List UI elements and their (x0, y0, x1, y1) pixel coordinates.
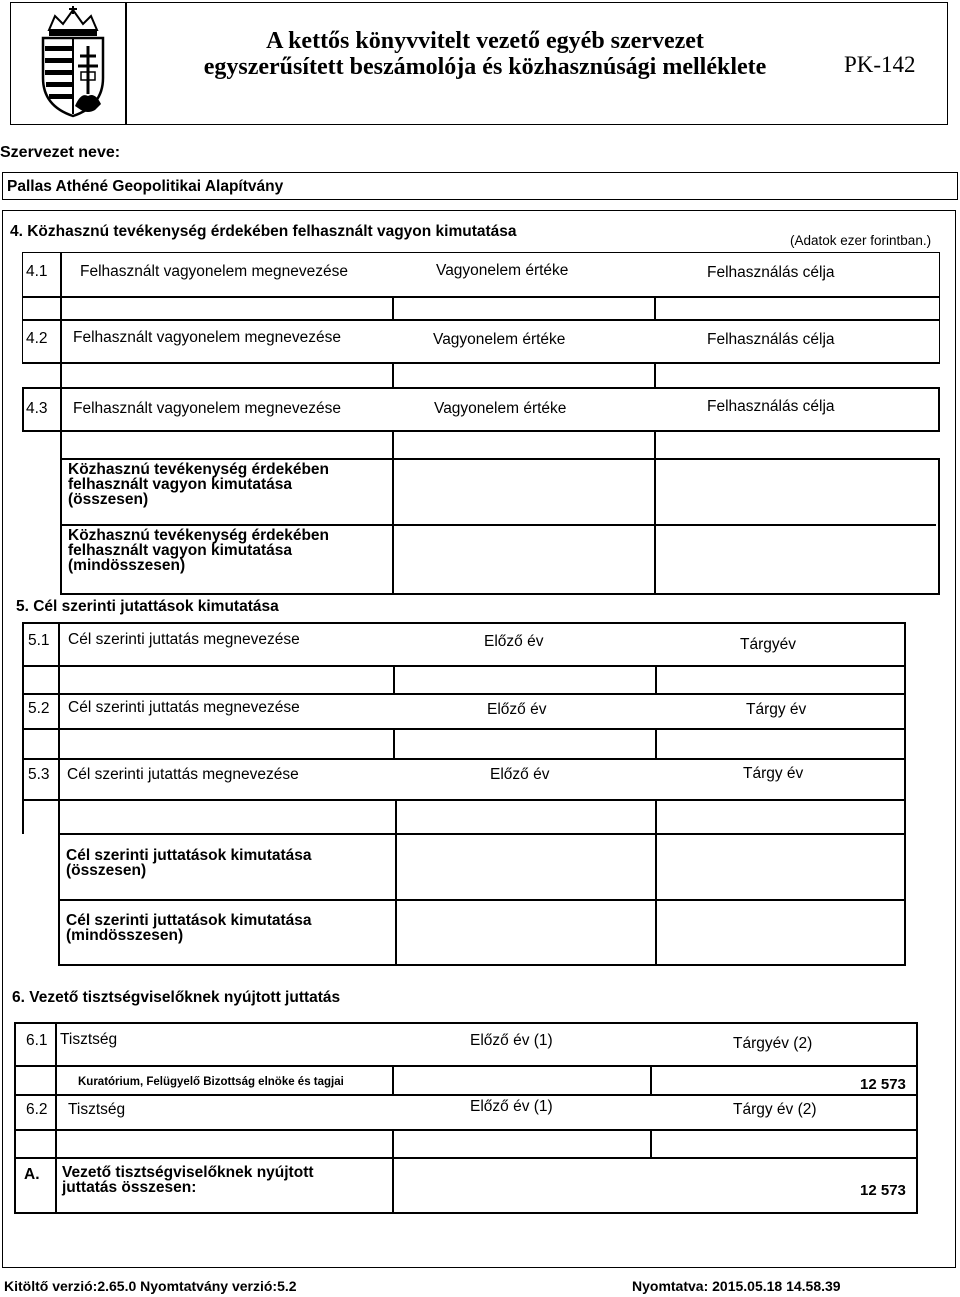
block-4-1-col1: Felhasznált vagyonelem megnevezése (80, 263, 348, 280)
hungarian-coat-of-arms-icon (35, 6, 111, 118)
block-4-1-col3: Felhasználás célja (707, 264, 835, 281)
block-6-2-col2: Előző év (1) (470, 1098, 553, 1115)
block-5-1-col2: Előző év (484, 633, 544, 650)
block-5-1-num: 5.1 (28, 632, 50, 649)
block-4-3-col3: Felhasználás célja (707, 398, 835, 415)
footer-print-date: Nyomtatva: 2015.05.18 14.58.39 (632, 1278, 841, 1294)
section6-total-line2: juttatás összesen: (62, 1179, 197, 1196)
section5-grandtotal-label (66, 913, 312, 943)
header-divider (125, 2, 127, 125)
section4-grandtotal-label (68, 528, 329, 573)
footer-version: Kitöltő verzió:2.65.0 Nyomtatvány verzió:5.2 (4, 1278, 297, 1294)
block-5-2-num: 5.2 (28, 700, 50, 717)
block-4-3-num: 4.3 (26, 400, 48, 417)
section6-total-value: 12 573 (860, 1182, 906, 1199)
block-6-2-col3: Tárgy év (2) (733, 1101, 817, 1118)
block-5-1-col3: Tárgyév (740, 636, 796, 653)
block-5-3-col1: Cél szerinti jutattás megnevezése (67, 766, 299, 783)
block-6-2-input-row[interactable] (55, 1130, 916, 1158)
form-title (140, 28, 830, 80)
section4-total-line1: Közhasznú tevékenység érdekében (68, 461, 330, 478)
section4-title: 4. Közhasznú tevékenység érdekében felhasznált vagyon kimutatása (10, 223, 517, 240)
org-label: Szervezet neve: (0, 144, 121, 161)
block-6-2-col1: Tisztség (68, 1101, 126, 1118)
block-6-1-col2: Előző év (1) (470, 1032, 553, 1049)
block-4-1-col2: Vagyonelem értéke (436, 262, 569, 279)
block-4-1-num: 4.1 (26, 263, 48, 280)
section4-grandtotal-line2: felhasznált vagyon kimutatása (68, 542, 292, 559)
block-6-1-row-value: 12 573 (860, 1076, 906, 1093)
section4-grandtotal-line3: (mindösszesen) (68, 557, 186, 574)
block-4-2-col1: Felhasznált vagyonelem megnevezése (73, 329, 341, 346)
block-4-2-num: 4.2 (26, 330, 48, 347)
org-name-field[interactable] (2, 172, 958, 200)
block-5-2-col1: Cél szerinti juttatás megnevezése (68, 699, 300, 716)
block-5-2-col2: Előző év (487, 701, 547, 718)
block-5-3-col2: Előző év (490, 766, 550, 783)
section6-total-letter: A. (24, 1166, 40, 1183)
unit-note: (Adatok ezer forintban.) (790, 233, 932, 248)
section6-total-label (62, 1165, 314, 1195)
form-title-line1: A kettős könyvvitelt vezető egyéb szervezet (266, 28, 704, 54)
section6-title: 6. Vezető tisztségviselőknek nyújtott juttatás (12, 989, 341, 1006)
section5-grandtotal-line1: Cél szerinti juttatások kimutatása (66, 912, 312, 929)
block-6-1-num: 6.1 (26, 1032, 48, 1049)
block-4-2-col2: Vagyonelem értéke (433, 331, 566, 348)
section5-grandtotal-line2: (mindösszesen) (66, 927, 184, 944)
block-4-2-col3: Felhasználás célja (707, 331, 835, 348)
block-6-1-col3: Tárgyév (2) (733, 1035, 813, 1052)
block-6-1-col1: Tisztség (60, 1031, 118, 1048)
block-4-3-col1: Felhasznált vagyonelem megnevezése (73, 400, 341, 417)
section5-total-line2: (összesen) (66, 862, 147, 879)
section4-total-label (68, 462, 329, 507)
block-6-2-num: 6.2 (26, 1101, 48, 1118)
block-4-1-input-row[interactable] (60, 297, 940, 319)
org-name: Pallas Athéné Geopolitikai Alapítvány (7, 178, 284, 195)
section4-grandtotal-line1: Közhasznú tevékenység érdekében (68, 527, 330, 544)
block-4-2-input-row[interactable] (60, 363, 940, 387)
section4-total-line2: felhasznált vagyon kimutatása (68, 476, 292, 493)
block-5-3-input-row[interactable] (22, 800, 906, 834)
block-5-3-num: 5.3 (28, 766, 50, 783)
block-4-3-input-row[interactable] (60, 431, 940, 459)
block-5-1-col1: Cél szerinti juttatás megnevezése (68, 631, 300, 648)
block-5-1-input-row[interactable] (58, 666, 904, 694)
block-6-1-row-label: Kuratórium, Felügyelő Bizottság elnöke és tagjai (78, 1076, 344, 1088)
block-4-3-col2: Vagyonelem értéke (434, 400, 567, 417)
section4-total-line3: (összesen) (68, 491, 149, 508)
block-5-2-col3: Tárgy év (746, 701, 807, 718)
section6-total-line1: Vezető tisztségviselőknek nyújtott (62, 1164, 314, 1181)
section5-total-label (66, 848, 312, 878)
block-5-3-col3: Tárgy év (743, 765, 804, 782)
form-code: PK-142 (844, 52, 916, 77)
section5-title: 5. Cél szerinti jutattások kimutatása (16, 598, 279, 615)
section5-total-line1: Cél szerinti juttatások kimutatása (66, 847, 312, 864)
form-title-line2: egyszerűsített beszámolója és közhasznúsági melléklete (203, 54, 767, 80)
block-5-2-input-row[interactable] (58, 729, 904, 759)
